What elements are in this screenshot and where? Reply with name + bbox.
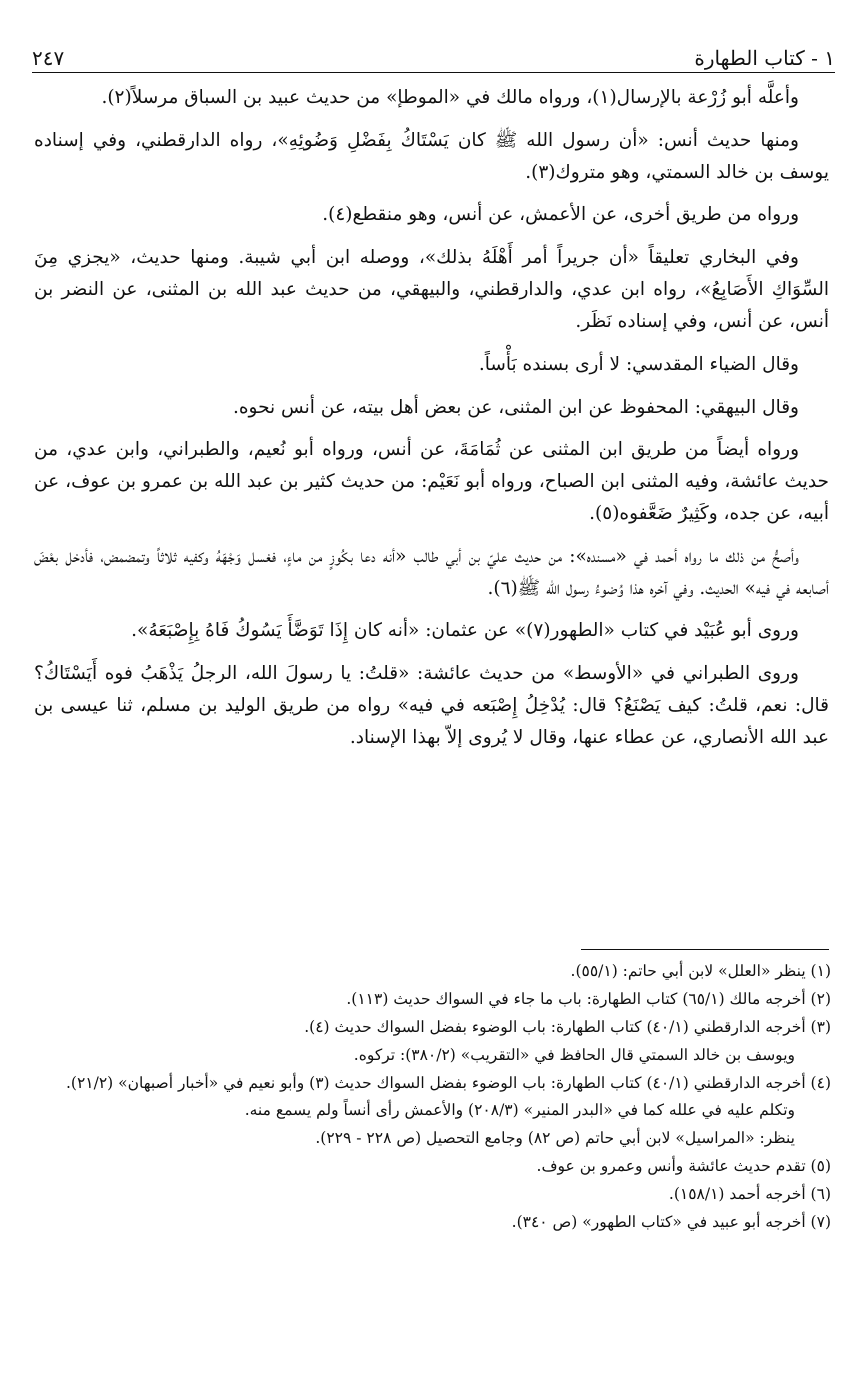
footnote-rule [581,949,829,950]
paragraph: ومنها حديث أنس: «أن رسول الله ﷺ كان يَسْتَاكُ بِفَضْلِ وَضُوئِهِ»، رواه الدارقطني، وفي إسناده يوسف بن خالد السمتي، وهو متروك(٣). [34,129,829,183]
chapter-title: ١ - كتاب الطهارة [694,46,835,70]
paragraph: ورواه أيضاً من طريق ابن المثنى عن ثُمَامَةَ، عن أنس، ورواه أبو نُعيم، والطبراني، وابن عدي، من حديث عائشة، وفيه المثنى ابن الصباح، ورواه أبو نَعَيْم: من حديث كثير بن عبد الله بن عمرو بن عوف، عن أبيه، عن جده، وكَثِيرٌ ضَعَّفوه(٥). [34,439,829,524]
footnote: (٤) أخرجه الدارقطني (٤٠/١) كتاب الطهارة: باب الوضوء بفضل السواك حديث (٣) وأبو نعيم في «أخبار أصبهان» (٢١/٢). [65,1073,831,1092]
page-number: ٢٤٧ [32,46,65,70]
footnotes [34,958,831,1237]
paragraph: وأصحُّ من ذلك ما رواه أحمد في «مسنده»: من حديث عليّ بن أبي طالب «أنه دعا بكُوزٍ من ماءٍ، فغسل وَجْهَهُ وكفيه ثلاثاً وتمضمض، فأدخل بعْضَ أصابعه في فيه» الحديث. وفي آخره هذا وُضوءُ رسول الله ﷺ(٦). [34,545,829,599]
paragraph: وأعلَّه أبو زُرْعة بالإرسال(١)، ورواه مالك في «الموطإ» من حديث عبيد بن السباق مرسلاً(٢). [101,87,799,108]
footnote: (٢) أخرجه مالك (٦٥/١) كتاب الطهارة: باب ما جاء في السواك حديث (١١٣). [346,989,831,1008]
paragraph: وقال الضياء المقدسي: لا أرى بسنده بَأْساً. [478,353,799,375]
main-text [34,82,829,765]
paragraph: وروى الطبراني في «الأوسط» من حديث عائشة: «قلتُ: يا رسولَ الله، الرجلُ يَذْهَبُ فوه أَيَسْتَاكُ؟ قال: نعم، قلتُ: كيف يَصْنَعُ؟ قال: يُدْخِلُ إِصْبَعه في فيه» رواه من طريق الوليد بن مسلم، ثنا عيسى بن عبد الله الأنصاري، عن عطاء عنها، وقال لا يُروى إلاّ بهذا الإسناد. [34,663,829,748]
footnote-continuation: ويوسف بن خالد السمتي قال الحافظ في «التقريب» (٣٨٠/٢): تركوه. [353,1045,795,1064]
footnote-continuation: ينظر: «المراسيل» لابن أبي حاتم (ص ٨٢) وجامع التحصيل (ص ٢٢٨ - ٢٢٩). [315,1129,795,1148]
footnote: (٧) أخرجه أبو عبيد في «كتاب الطهور» (ص ٣٤٠). [511,1213,831,1232]
header-rule [32,72,835,73]
paragraph: ورواه من طريق أخرى، عن الأعمش، عن أنس، وهو منقطع(٤). [322,204,799,226]
paragraph: وفي البخاري تعليقاً «أن جريراً أمر أَهْلَهُ بذلك»، ووصله ابن أبي شيبة. ومنها حديث، «يجزي مِنَ السِّوَاكِ الأَصَابِعُ»، رواه ابن عدي، والدارقطني، والبيهقي، من حديث عبد الله بن المثنى، عن النضر بن أنس، عن أنس، وفي إسناده نَظَر. [34,247,829,332]
footnote: (٥) تقدم حديث عائشة وأنس وعمرو بن عوف. [536,1157,831,1176]
running-header [32,30,835,70]
paragraph: وقال البيهقي: المحفوظ عن ابن المثنى، عن بعض أهل بيته، عن أنس نحوه. [232,396,799,418]
footnote-continuation: وتكلم عليه في علله كما في «البدر المنير» (٢٠٨/٣) والأعمش رأى أنساً ولم يسمع منه. [244,1101,795,1120]
footnote: (١) ينظر «العلل» لابن أبي حاتم: (٥٥/١). [570,962,831,980]
footnote: (٦) أخرجه أحمد (١٥٨/١). [668,1185,831,1204]
paragraph: وروى أبو عُبَيْد في كتاب «الطهور(٧)» عن عثمان: «أنه كان إِذَا تَوَضَّأَ يَسُوكُ فَاهُ بِإِصْبَعَهُ». [131,620,799,642]
footnote: (٣) أخرجه الدارقطني (٤٠/١) كتاب الطهارة: باب الوضوء بفضل السواك حديث (٤). [304,1017,831,1036]
